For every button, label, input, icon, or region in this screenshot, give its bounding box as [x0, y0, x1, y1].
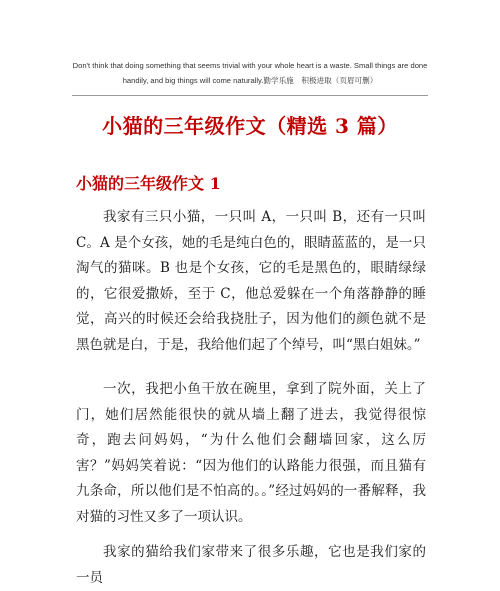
- document-title: 小猫的三年级作文（精选 3 篇）: [102, 114, 398, 138]
- paragraph-2: 一次，我把小鱼干放在碗里，拿到了院外面，关上了门，她们居然能很快的就从墙上翻了进去，我觉得很惊奇，跑去问妈妈，“为什么他们会翻墙回家，这么厉害？”妈妈笑着说：“因为他们的认路能力很强，而且猫有九条命，所以他们是不怕高的。。”经过妈妈的一番解释，我对猫的习性又多了一项认识。: [76, 381, 426, 525]
- paragraph-1: 我家有三只小猫，一只叫 A，一只叫 B，还有一只叫 C。A 是个女孩，她的毛是纯白色的，眼睛蓝蓝的，是一只淘气的猫咪。B 也是个女孩，它的毛是黑色的，眼睛绿绿的，它很爱撒娇，至于 C，他总爱躲在一个角落静静的睡觉，高兴的时候还会给我挠肚子，因为他们的颜色就不是黑色就是白，于是，我给他们起了个绰号，叫“黑白姐妹。”: [76, 209, 426, 353]
- paragraph-3: 我家的猫给我们家带来了很多乐趣，它也是我们家的一员: [76, 544, 426, 586]
- header-quote: Don't think that doing something that seems trivial with your whole heart is a waste. Small things are done handily, and big things will come naturally.勤学乐施 积极进取（页眉可删）: [72, 61, 428, 85]
- header-divider: [72, 95, 428, 96]
- section-heading: 小猫的三年级作文 1: [76, 174, 221, 193]
